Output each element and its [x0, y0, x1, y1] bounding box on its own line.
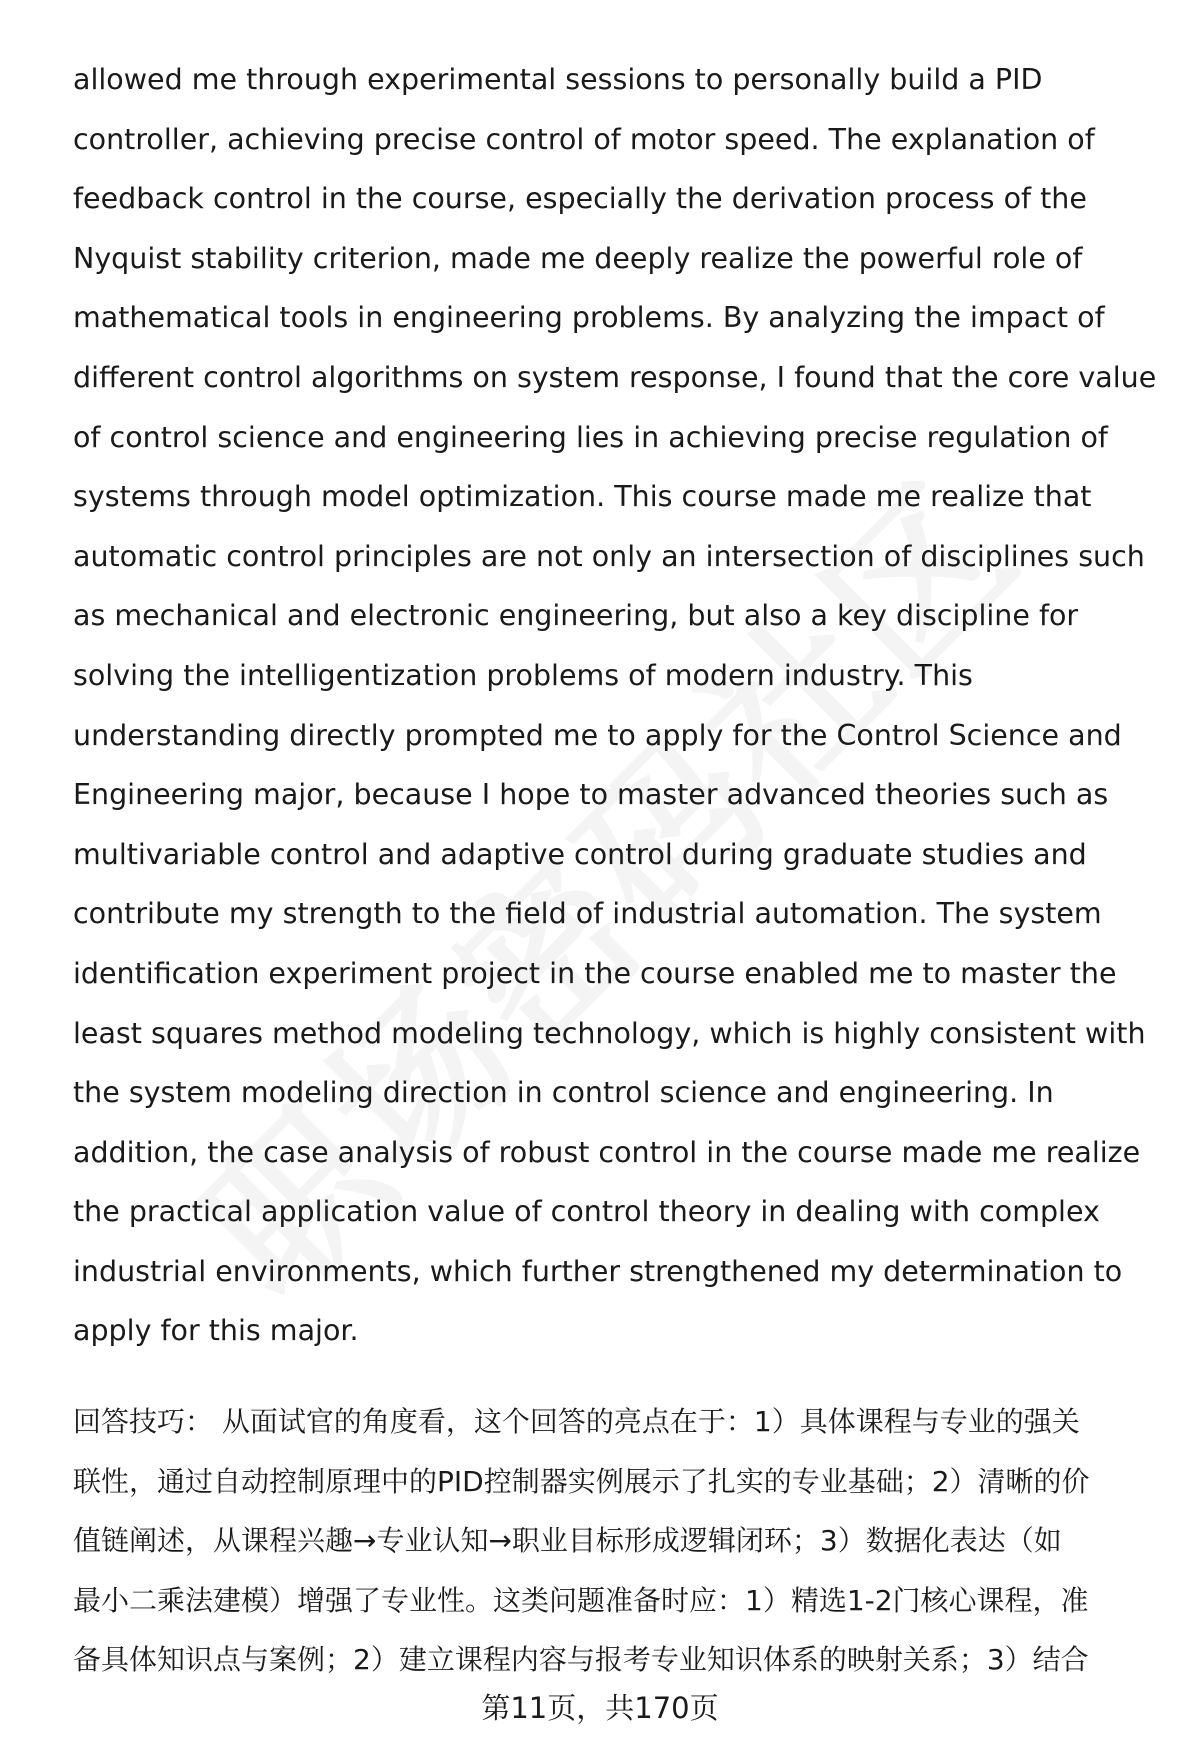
- body-line: identification experiment project in the course enabled me to master the: [73, 956, 1117, 990]
- body-line: least squares method modeling technology, which is highly consistent with: [73, 1016, 1146, 1050]
- tips-line: 备具体知识点与案例；2）建立课程内容与报考专业知识体系的映射关系；3）结合: [73, 1643, 1089, 1677]
- tips-line: 值链阐述，从课程兴趣→专业认知→职业目标形成逻辑闭环；3）数据化表达（如: [73, 1524, 1062, 1558]
- body-line: apply for this major.: [73, 1314, 359, 1348]
- body-line: of control science and engineering lies in achieving precise regulation of: [73, 420, 1108, 454]
- body-line: different control algorithms on system response, I found that the core value: [73, 360, 1157, 394]
- tips-line: 联性，通过自动控制原理中的PID控制器实例展示了扎实的专业基础；2）清晰的价: [73, 1464, 1090, 1498]
- body-line: automatic control principles are not only an intersection of disciplines such: [73, 539, 1145, 573]
- body-line: mathematical tools in engineering problems. By analyzing the impact of: [73, 301, 1105, 335]
- tips-line: 最小二乘法建模）增强了专业性。这类问题准备时应：1）精选1-2门核心课程，准: [73, 1583, 1089, 1617]
- body-line: controller, achieving precise control of motor speed. The explanation of: [73, 122, 1095, 156]
- tips-line: 回答技巧： 从面试官的角度看，这个回答的亮点在于：1）具体课程与专业的强关: [73, 1405, 1080, 1438]
- body-line: solving the intelligentization problems of modern industry. This: [73, 658, 973, 692]
- body-line: as mechanical and electronic engineering, but also a key discipline for: [73, 599, 1079, 633]
- body-line: multivariable control and adaptive control during graduate studies and: [73, 837, 1087, 871]
- body-line: Engineering major, because I hope to master advanced theories such as: [73, 778, 1109, 812]
- body-paragraph: [73, 50, 1168, 1361]
- body-line: industrial environments, which further strengthened my determination to: [73, 1254, 1123, 1288]
- body-line: feedback control in the course, especially the derivation process of the: [73, 182, 1087, 216]
- body-line: understanding directly prompted me to apply for the Control Science and: [73, 718, 1122, 752]
- body-line: the system modeling direction in control science and engineering. In: [73, 1076, 1054, 1110]
- body-line: contribute my strength to the field of industrial automation. The system: [73, 897, 1102, 931]
- body-line: allowed me through experimental sessions to personally build a PID: [73, 63, 1043, 96]
- answer-tips-paragraph: [73, 1392, 1168, 1690]
- body-line: Nyquist stability criterion, made me deeply realize the powerful role of: [73, 241, 1083, 275]
- page-number: 第11页，共170页: [481, 1691, 719, 1725]
- body-line: the practical application value of control theory in dealing with complex: [73, 1195, 1100, 1229]
- body-line: addition, the case analysis of robust control in the course made me realize: [73, 1135, 1141, 1169]
- body-line: systems through model optimization. This course made me realize that: [73, 480, 1092, 514]
